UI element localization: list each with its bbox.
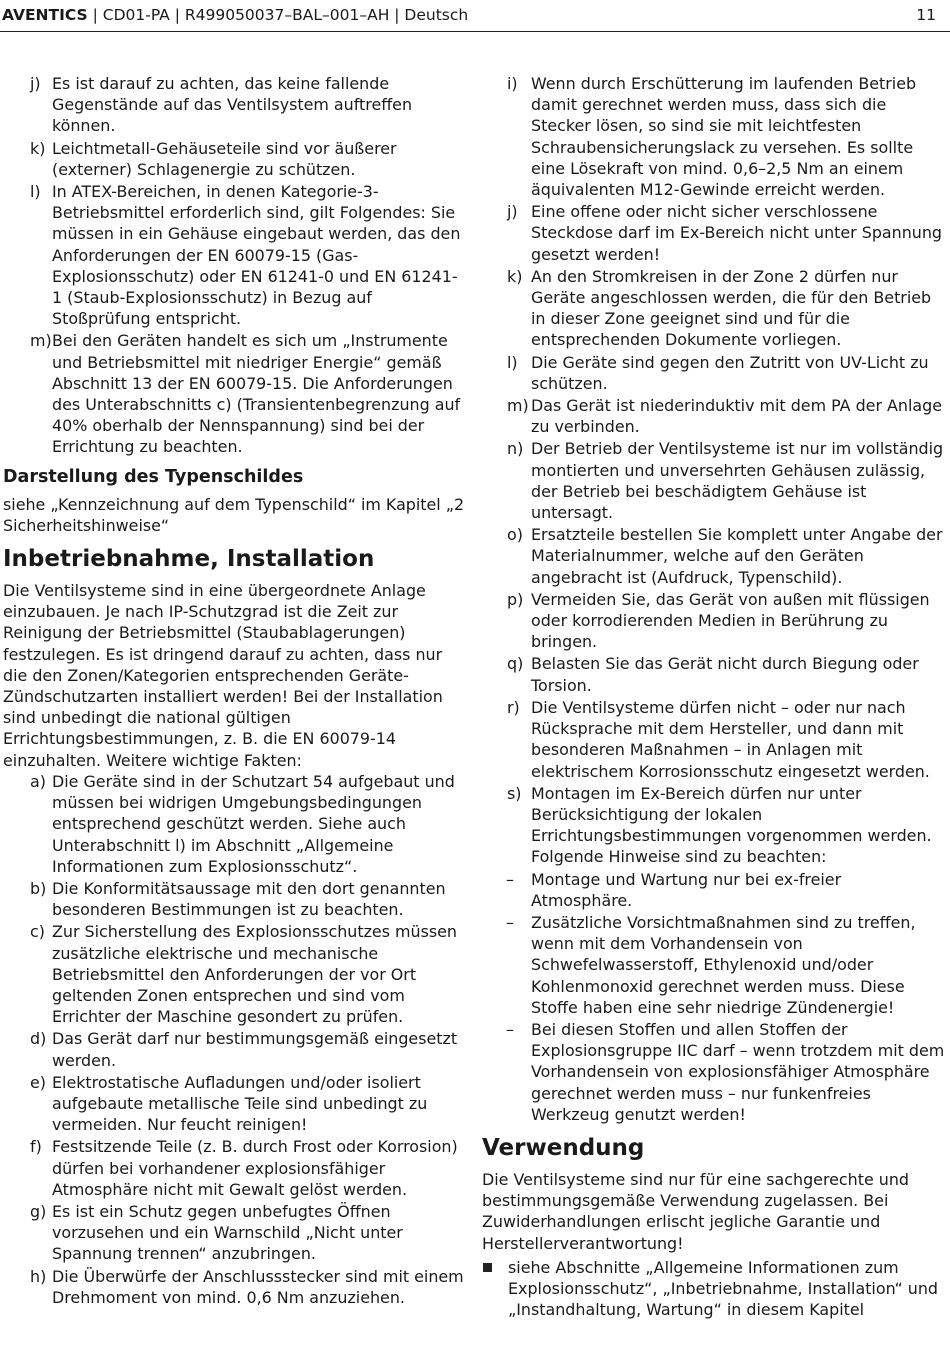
list-item bbox=[3, 73, 466, 137]
list-item bbox=[482, 524, 945, 588]
list-marker: g) bbox=[30, 1201, 47, 1221]
verwendung-bullet-item bbox=[482, 1257, 945, 1321]
list-item bbox=[3, 1136, 466, 1200]
list-item-text: Das Gerät darf nur bestimmungsgemäß eingesetzt werden. bbox=[52, 1029, 458, 1070]
list-item-text: In ATEX-Bereichen, in denen Kategorie-3-Betriebsmittel erforderlich sind, gilt Folgendes: Sie müssen in ein Gehäuse eingebaut werden, das den Anforderungen der EN 60079-15 (Gas-Explosionsschutz) oder EN 61241-0 und EN 61241-1 (Staub-Explosionsschutz) in Bezug auf Stoßprüfung entspricht. bbox=[52, 182, 461, 329]
page-header bbox=[0, 0, 950, 32]
list-marker: s) bbox=[507, 783, 522, 803]
list-marker: a) bbox=[30, 771, 46, 791]
list-item-text: An den Stromkreisen in der Zone 2 dürfen nur Geräte angeschlossen werden, die für den Betrieb in dieser Zone geeignet sind und für die entsprechenden Dokumente vorliegen. bbox=[531, 266, 932, 350]
list-marker: m) bbox=[30, 331, 52, 351]
installation-text: Die Ventilsysteme sind in eine übergeordnete Anlage einzubauen. Je nach IP-Schutzgrad ist die Zeit zur Reinigung der Betriebsmittel (Staubablagerungen) festzulegen. Es ist dringend darauf zu achten, dass nur die den Zonen/Kategorien entsprechenden Geräte-Zündschutzarten installiert werden! Bei der Installation sind unbedingt die national gültigen Errichtungsbestimmungen, z. B. die EN 60079-14 einzuhalten. Weitere wichtige Fakten: bbox=[3, 581, 443, 770]
list-item-text: Zusätzliche Vorsichtmaßnahmen sind zu treffen, wenn mit dem Vorhandensein von Schwefelwasserstoff, Ethylenoxid und/oder Kohlenmonoxid gerechnet werden muss. Diese Stoffe haben eine sehr niedrige Zündenergie! bbox=[531, 912, 916, 1017]
list-marker: h) bbox=[30, 1266, 47, 1286]
list-marker: i) bbox=[507, 74, 518, 93]
list-marker: o) bbox=[507, 525, 523, 545]
list-item bbox=[3, 138, 466, 180]
list-item bbox=[3, 1201, 466, 1265]
list-item-text: Festsitzende Teile (z. B. durch Frost oder Korrosion) dürfen bei vorhandener explosionsfähiger Atmosphäre nicht mit Gewalt gelöst werden. bbox=[52, 1137, 458, 1199]
list-item-text: Die Konformitätsaussage mit den dort genannten besonderen Bestimmungen ist zu beachten. bbox=[52, 878, 446, 920]
brand-name: AVENTICS bbox=[2, 6, 88, 24]
document-info: | CD01-PA | R499050037–BAL–001–AH | Deutsch bbox=[87, 6, 469, 24]
list-marker: d) bbox=[30, 1029, 47, 1049]
list-item-text: Montagen im Ex-Bereich dürfen nur unter Berücksichtigung der lokalen Errichtungsbestimmungen vorgenommen werden. Folgende Hinweise sind zu beachten: bbox=[531, 783, 932, 867]
list-item-text: Die Geräte sind gegen den Zutritt von UV-Licht zu schützen. bbox=[531, 352, 929, 393]
verwendung-text: Die Ventilsysteme sind nur für eine sachgerechte und bestimmungsgemäße Verwendung zugelassen. Bei Zuwiderhandlungen erlischt jegliche Garantie und Herstellerverantwortung! bbox=[482, 1169, 910, 1253]
square-bullet-icon bbox=[483, 1263, 492, 1272]
list-item-text: Die Geräte sind in der Schutzart 54 aufgebaut und müssen bei widrigen Umgebungsbedingungen entsprechend geschützt werden. Siehe auch Unterabschnitt l) im Abschnitt „Allgemeine Informationen zum Explosionsschutz“. bbox=[52, 771, 455, 876]
list-item bbox=[482, 438, 945, 523]
list-marker: – bbox=[506, 1019, 514, 1039]
list-item-text: Die Überwürfe der Anschlussstecker sind mit einem Drehmoment von mind. 0,6 Nm anzuziehen. bbox=[52, 1266, 464, 1307]
list-item-text: Belasten Sie das Gerät nicht durch Biegung oder Torsion. bbox=[531, 654, 919, 695]
list-marker: e) bbox=[30, 1072, 46, 1092]
list-item-text: Der Betrieb der Ventilsysteme ist nur im vollständig montierten und unversehrten Gehäusen zulässig, der Betrieb bei beschädigtem Gehäuse ist untersagt. bbox=[531, 439, 944, 523]
list-item bbox=[482, 352, 945, 394]
list-item bbox=[3, 1028, 466, 1070]
list-item bbox=[482, 395, 945, 437]
list-item bbox=[3, 878, 466, 920]
page-number: 11 bbox=[916, 6, 936, 24]
list-item-text: Es ist ein Schutz gegen unbefugtes Öffnen vorzusehen und ein Warnschild „Nicht unter Spannung trennen“ anzubringen. bbox=[52, 1201, 403, 1264]
list-item bbox=[482, 869, 945, 911]
left-list-top bbox=[3, 73, 466, 458]
list-marker: – bbox=[506, 869, 514, 889]
typenschild-text: siehe „Kennzeichnung auf dem Typenschild“ im Kapitel „2 Sicherheitshinweise“ bbox=[3, 494, 465, 535]
list-item bbox=[3, 771, 466, 877]
list-marker: f) bbox=[30, 1137, 42, 1157]
list-marker: n) bbox=[507, 439, 524, 459]
list-marker: l) bbox=[30, 182, 41, 202]
list-item-text: Wenn durch Erschütterung im laufenden Betrieb damit gerechnet werden muss, dass sich die Stecker lösen, so sind sie mit leichtfesten Schraubensicherungslack zu versehen. Es sollte eine Lösekraft von mind. 0,6–2,5 Nm an einem äquivalenten M12-Gewinde erreicht werden. bbox=[531, 74, 917, 200]
list-item bbox=[482, 266, 945, 351]
typenschild-heading: Darstellung des Typenschildes bbox=[3, 466, 304, 487]
list-item-text: Vermeiden Sie, das Gerät von außen mit flüssigen oder korrodierenden Medien in Berührung zu bringen. bbox=[531, 589, 930, 652]
list-item bbox=[3, 181, 466, 329]
list-item-text: Es ist darauf zu achten, das keine fallende Gegenstände auf das Ventilsystem auftreffen können. bbox=[52, 74, 413, 136]
list-marker: k) bbox=[507, 266, 523, 286]
list-item-text: Bei den Geräten handelt es sich um „Instrumente und Betriebsmittel mit niedriger Energie“ gemäß Abschnitt 13 der EN 60079-15. Die Anforderungen des Unterabschnitts c) (Transientenbegrenzung auf 40% oberhalb der Nennspannung) sind bei der Errichtung zu beachten. bbox=[52, 331, 461, 457]
list-item-text: Eine offene oder nicht sicher verschlossene Steckdose darf im Ex-Bereich nicht unter Spannung gesetzt werden! bbox=[531, 202, 943, 264]
list-item-text: Die Ventilsysteme dürfen nicht – oder nur nach Rücksprache mit dem Hersteller, und dann mit besonderen Maßnahmen – in Anlagen mit elektrischem Korrosionsschutz eingesetzt werden. bbox=[531, 697, 930, 781]
list-item-text: Zur Sicherstellung des Explosionsschutzes müssen zusätzliche elektrische und mechanische Betriebsmittel den Anforderungen der vor Ort geltenden Zonen entsprechen und sind vom Errichter der Maschine gesondert zu prüfen. bbox=[52, 922, 457, 1027]
list-item bbox=[482, 73, 945, 200]
list-item-text: Elektrostatische Aufladungen und/oder isoliert aufgebaute metallische Teile sind unbedingt zu vermeiden. Nur feucht reinigen! bbox=[52, 1072, 428, 1135]
list-item bbox=[482, 201, 945, 265]
list-marker: b) bbox=[30, 878, 47, 898]
dash-list bbox=[482, 869, 945, 1125]
list-marker: – bbox=[506, 912, 514, 932]
list-item bbox=[482, 1019, 945, 1125]
list-marker: l) bbox=[507, 352, 518, 372]
list-item bbox=[3, 1072, 466, 1136]
list-item bbox=[482, 783, 945, 868]
list-marker: j) bbox=[30, 74, 41, 93]
list-item bbox=[3, 1266, 466, 1308]
list-item bbox=[482, 697, 945, 782]
left-column bbox=[3, 73, 466, 1309]
list-item-text: Bei diesen Stoffen und allen Stoffen der Explosionsgruppe IIC darf – wenn trotzdem mit dem Vorhandensein von explosionsfähiger Atmosphäre gerechnet werden muss – nur funkenfreies Werkzeug genutzt werden! bbox=[531, 1019, 945, 1124]
list-marker: p) bbox=[507, 589, 524, 609]
verwendung-heading: Verwendung bbox=[482, 1134, 645, 1161]
list-item-text: Leichtmetall-Gehäuseteile sind vor äußerer (externer) Schlagenergie zu schützen. bbox=[52, 138, 397, 179]
installation-list bbox=[3, 771, 466, 1308]
verwendung-bullet-text: siehe Abschnitte „Allgemeine Informationen zum Explosionsschutz“, „Inbetriebnahme, Installation“ und „Instandhaltung, Wartung“ in diesem Kapitel bbox=[508, 1257, 939, 1320]
right-list bbox=[482, 73, 945, 868]
list-item-text: Montage und Wartung nur bei ex-freier Atmosphäre. bbox=[531, 869, 842, 910]
list-marker: m) bbox=[507, 396, 529, 416]
right-column bbox=[482, 73, 945, 1320]
list-marker: k) bbox=[30, 138, 46, 158]
list-marker: c) bbox=[30, 922, 45, 942]
list-marker: j) bbox=[507, 202, 518, 222]
list-marker: r) bbox=[507, 697, 520, 717]
list-item bbox=[482, 653, 945, 695]
list-item bbox=[482, 912, 945, 1018]
header-left bbox=[2, 0, 468, 30]
list-item-text: Das Gerät ist niederinduktiv mit dem PA der Anlage zu verbinden. bbox=[531, 396, 942, 437]
list-item bbox=[3, 921, 466, 1027]
list-item bbox=[3, 330, 466, 457]
list-marker: q) bbox=[507, 654, 524, 674]
list-item-text: Ersatzteile bestellen Sie komplett unter Angabe der Materialnummer, welche auf den Geräten angebracht ist (Aufdruck, Typenschild). bbox=[531, 525, 943, 587]
installation-heading: Inbetriebnahme, Installation bbox=[3, 546, 375, 573]
list-item bbox=[482, 589, 945, 653]
